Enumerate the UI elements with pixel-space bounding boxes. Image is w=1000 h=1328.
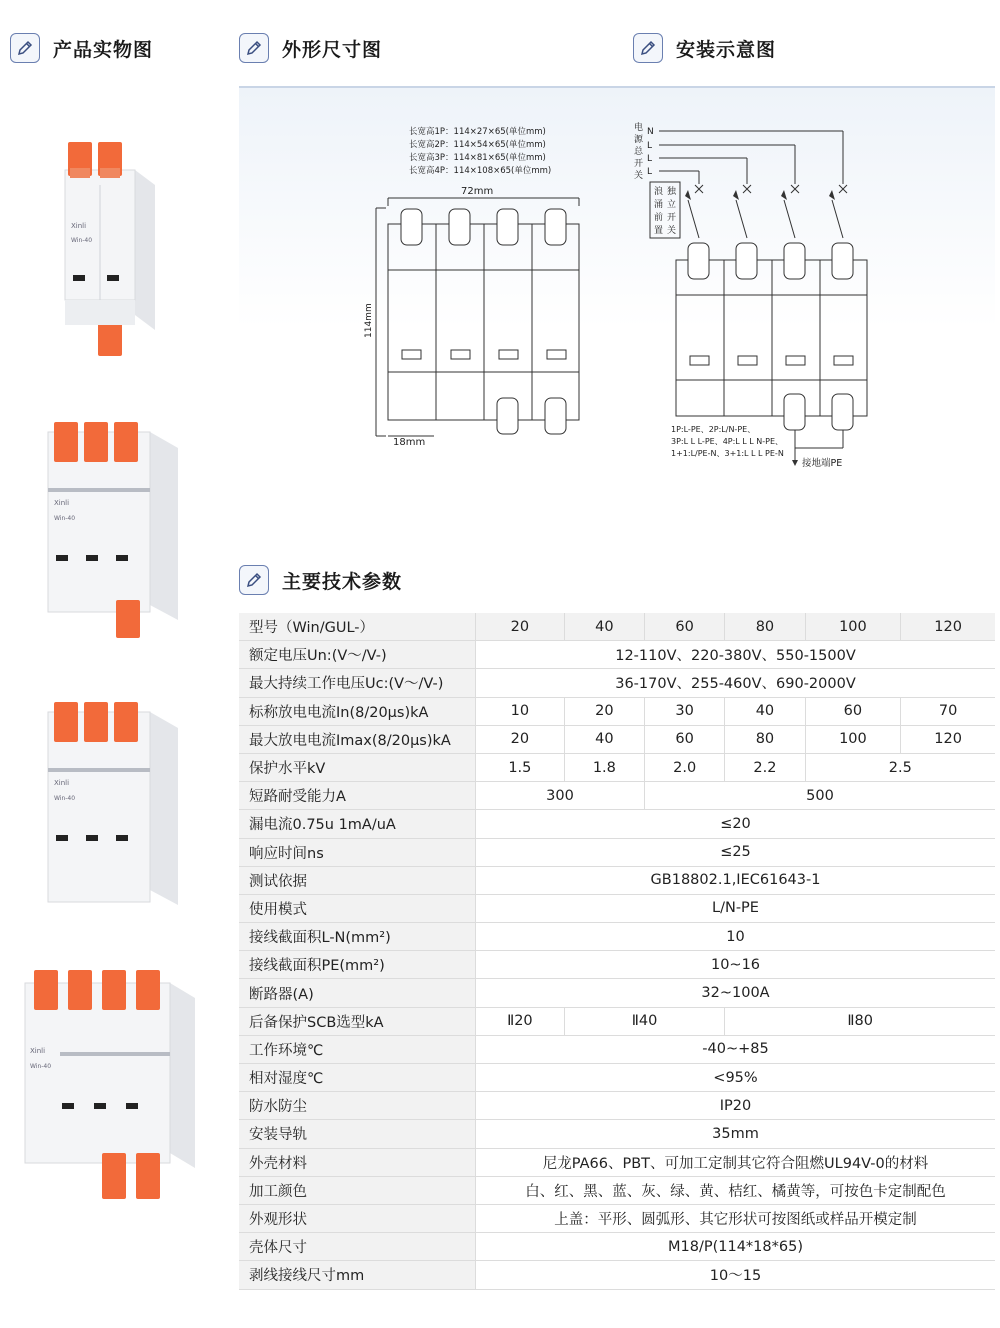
line-label-l: L [647, 167, 653, 177]
table-row [239, 725, 995, 753]
spec-value: IP20 [476, 1092, 996, 1120]
table-row [239, 838, 995, 866]
table-row [239, 1233, 995, 1261]
specs-header [239, 565, 402, 595]
brand-label: Xinli [30, 1047, 46, 1055]
main-switch-char: 总 [634, 147, 644, 157]
spec-label: 安装导轨 [239, 1120, 476, 1148]
spec-value: 白、红、黑、蓝、灰、绿、黄、桔红、橘黄等，可按色卡定制配色 [476, 1176, 996, 1204]
spec-label: 漏电流0.75u 1mA/uA [239, 810, 476, 838]
model-value: 60 [645, 613, 725, 641]
surge-front-char: 浪 [654, 187, 664, 197]
main-switch-char: 电 [634, 123, 644, 133]
model-value: 80 [725, 613, 805, 641]
spec-value: 10 [476, 697, 565, 725]
table-row [239, 866, 995, 894]
product-photo-4p [20, 968, 200, 1203]
table-row [239, 1120, 995, 1148]
table-row [239, 979, 995, 1007]
line-label-l: L [647, 141, 653, 151]
model-value: 40 [564, 613, 644, 641]
spec-value: 36-170V、255-460V、690-2000V [476, 669, 996, 697]
section-title: 产品实物图 [53, 38, 154, 61]
size-3p: 长宽高3P：114×81×65(单位mm) [409, 153, 546, 163]
table-row [239, 697, 995, 725]
product-photo-3p-a [40, 420, 185, 645]
spec-value: 2.5 [805, 753, 995, 781]
spec-label: 使用模式 [239, 894, 476, 922]
spec-label: 外观形状 [239, 1204, 476, 1232]
table-header-row [239, 613, 995, 641]
table-row [239, 810, 995, 838]
surge-front-char: 前 [654, 213, 664, 223]
table-row [239, 641, 995, 669]
table-row [239, 1204, 995, 1232]
brand-label: Xinli [54, 779, 70, 787]
table-row [239, 1092, 995, 1120]
spec-label: 工作环境℃ [239, 1035, 476, 1063]
spec-value: GB18802.1,IEC61643-1 [476, 866, 996, 894]
spec-label: 测试依据 [239, 866, 476, 894]
spec-value: 2.0 [645, 753, 725, 781]
model-value: 100 [805, 613, 901, 641]
spec-label: 剥线接线尺寸mm [239, 1261, 476, 1289]
module-dimension: 18mm [393, 437, 426, 448]
spec-value: 10 [476, 923, 996, 951]
diagrams-svg [239, 88, 995, 488]
spec-value: 尼龙PA66、PBT、可加工定制其它符合阻燃UL94V-0的材料 [476, 1148, 996, 1176]
size-4p: 长宽高4P：114×108×65(单位mm) [409, 166, 552, 176]
spec-label: 断路器(A) [239, 979, 476, 1007]
section-title: 主要技术参数 [282, 570, 403, 593]
pencil-icon [239, 565, 269, 595]
spec-label: 最大持续工作电压Uc:(V～/V-) [239, 669, 476, 697]
spec-value: 30 [645, 697, 725, 725]
spec-value: 12-110V、220-380V、550-1500V [476, 641, 996, 669]
brand-label: Xinli [54, 499, 70, 507]
spec-value: 35mm [476, 1120, 996, 1148]
model-label: Win-40 [30, 1063, 52, 1070]
wiring-note: 1P:L-PE、2P:L/N-PE、 [671, 425, 756, 434]
spec-value: 80 [725, 725, 805, 753]
spec-value: M18/P(114*18*65) [476, 1233, 996, 1261]
spec-value: 上盖：平形、圆弧形、其它形状可按图纸或样品开模定制 [476, 1204, 996, 1232]
line-label-n: N [647, 127, 654, 137]
spec-value: 60 [805, 697, 901, 725]
dimensions-header [239, 33, 382, 63]
spec-value: 500 [645, 782, 996, 810]
spec-value: L/N-PE [476, 894, 996, 922]
main-switch-char: 开 [634, 159, 644, 169]
spec-value: 2.2 [725, 753, 805, 781]
main-switch-char: 关 [634, 171, 644, 181]
spec-label: 短路耐受能力A [239, 782, 476, 810]
width-dimension: 72mm [461, 186, 494, 197]
line-label-l: L [647, 154, 653, 164]
spec-value: ≤20 [476, 810, 996, 838]
wiring-note: 1+1:L/PE-N、3+1:L L L PE-N [671, 449, 784, 458]
spec-value: Ⅱ40 [564, 1007, 725, 1035]
spec-label: 接线截面积PE(mm²) [239, 951, 476, 979]
spec-value: 10～15 [476, 1261, 996, 1289]
spec-table [239, 613, 995, 1290]
spec-value: 32~100A [476, 979, 996, 1007]
product-photo-2p [55, 140, 165, 360]
spec-value: 100 [805, 725, 901, 753]
spec-value: 1.5 [476, 753, 565, 781]
spec-value: -40~+85 [476, 1035, 996, 1063]
section-title: 外形尺寸图 [282, 38, 383, 61]
spec-value: Ⅱ20 [476, 1007, 565, 1035]
table-row [239, 1261, 995, 1289]
spec-value: 40 [564, 725, 644, 753]
spec-label: 最大放电电流Imax(8/20μs)kA [239, 725, 476, 753]
spec-value: 20 [476, 725, 565, 753]
spec-value: 70 [901, 697, 995, 725]
spec-label: 后备保护SCB选型kA [239, 1007, 476, 1035]
section-title: 安装示意图 [676, 38, 777, 61]
table-row [239, 1176, 995, 1204]
spec-label: 相对湿度℃ [239, 1064, 476, 1092]
product-photo-3p-b [40, 700, 185, 915]
table-row [239, 782, 995, 810]
spec-value: 10~16 [476, 951, 996, 979]
pencil-icon [239, 33, 269, 63]
ground-label: 接地端PE [802, 458, 843, 469]
spec-value: 20 [564, 697, 644, 725]
spec-label: 壳体尺寸 [239, 1233, 476, 1261]
spec-value: 120 [901, 725, 995, 753]
table-row [239, 923, 995, 951]
size-2p: 长宽高2P：114×54×65(单位mm) [409, 140, 546, 150]
surge-front-char: 置 [654, 226, 664, 236]
spec-value: 1.8 [564, 753, 644, 781]
independent-switch-char: 独 [667, 187, 677, 197]
brand-label: Xinli [71, 222, 87, 230]
spec-value: 40 [725, 697, 805, 725]
pencil-icon [10, 33, 40, 63]
table-row [239, 894, 995, 922]
main-switch-char: 源 [634, 135, 644, 145]
model-label: 型号（Win/GUL-） [239, 613, 476, 641]
table-row [239, 951, 995, 979]
table-row [239, 1148, 995, 1176]
spec-label: 接线截面积L-N(mm²) [239, 923, 476, 951]
spec-label: 响应时间ns [239, 838, 476, 866]
pencil-icon [633, 33, 663, 63]
spec-label: 保护水平kV [239, 753, 476, 781]
independent-switch-char: 开 [667, 213, 677, 223]
spec-label: 额定电压Un:(V～/V-) [239, 641, 476, 669]
spec-label: 防水防尘 [239, 1092, 476, 1120]
table-row [239, 669, 995, 697]
product-photo-header [10, 33, 153, 63]
height-dimension: 114mm [364, 303, 374, 338]
surge-front-char: 涌 [654, 200, 664, 210]
model-label: Win-40 [71, 237, 93, 244]
independent-switch-char: 关 [667, 226, 677, 236]
front-view-drawing [376, 198, 579, 436]
spec-value: ≤25 [476, 838, 996, 866]
spec-value: 300 [476, 782, 645, 810]
diagram-panel [239, 86, 995, 488]
spec-label: 标称放电电流In(8/20μs)kA [239, 697, 476, 725]
independent-switch-char: 立 [667, 200, 677, 210]
spec-label: 外壳材料 [239, 1148, 476, 1176]
model-value: 20 [476, 613, 565, 641]
model-label: Win-40 [54, 795, 76, 802]
model-label: Win-40 [54, 515, 76, 522]
model-value: 120 [901, 613, 995, 641]
table-row [239, 1007, 995, 1035]
wiring-note: 3P:L L L-PE、4P:L L L N-PE、 [671, 437, 784, 446]
size-1p: 长宽高1P：114×27×65(单位mm) [409, 127, 546, 137]
spec-label: 加工颜色 [239, 1176, 476, 1204]
table-row [239, 1064, 995, 1092]
table-row [239, 1035, 995, 1063]
table-row [239, 753, 995, 781]
spec-value: 60 [645, 725, 725, 753]
spec-value: Ⅱ80 [725, 1007, 995, 1035]
spec-value: <95% [476, 1064, 996, 1092]
installation-header [633, 33, 776, 63]
